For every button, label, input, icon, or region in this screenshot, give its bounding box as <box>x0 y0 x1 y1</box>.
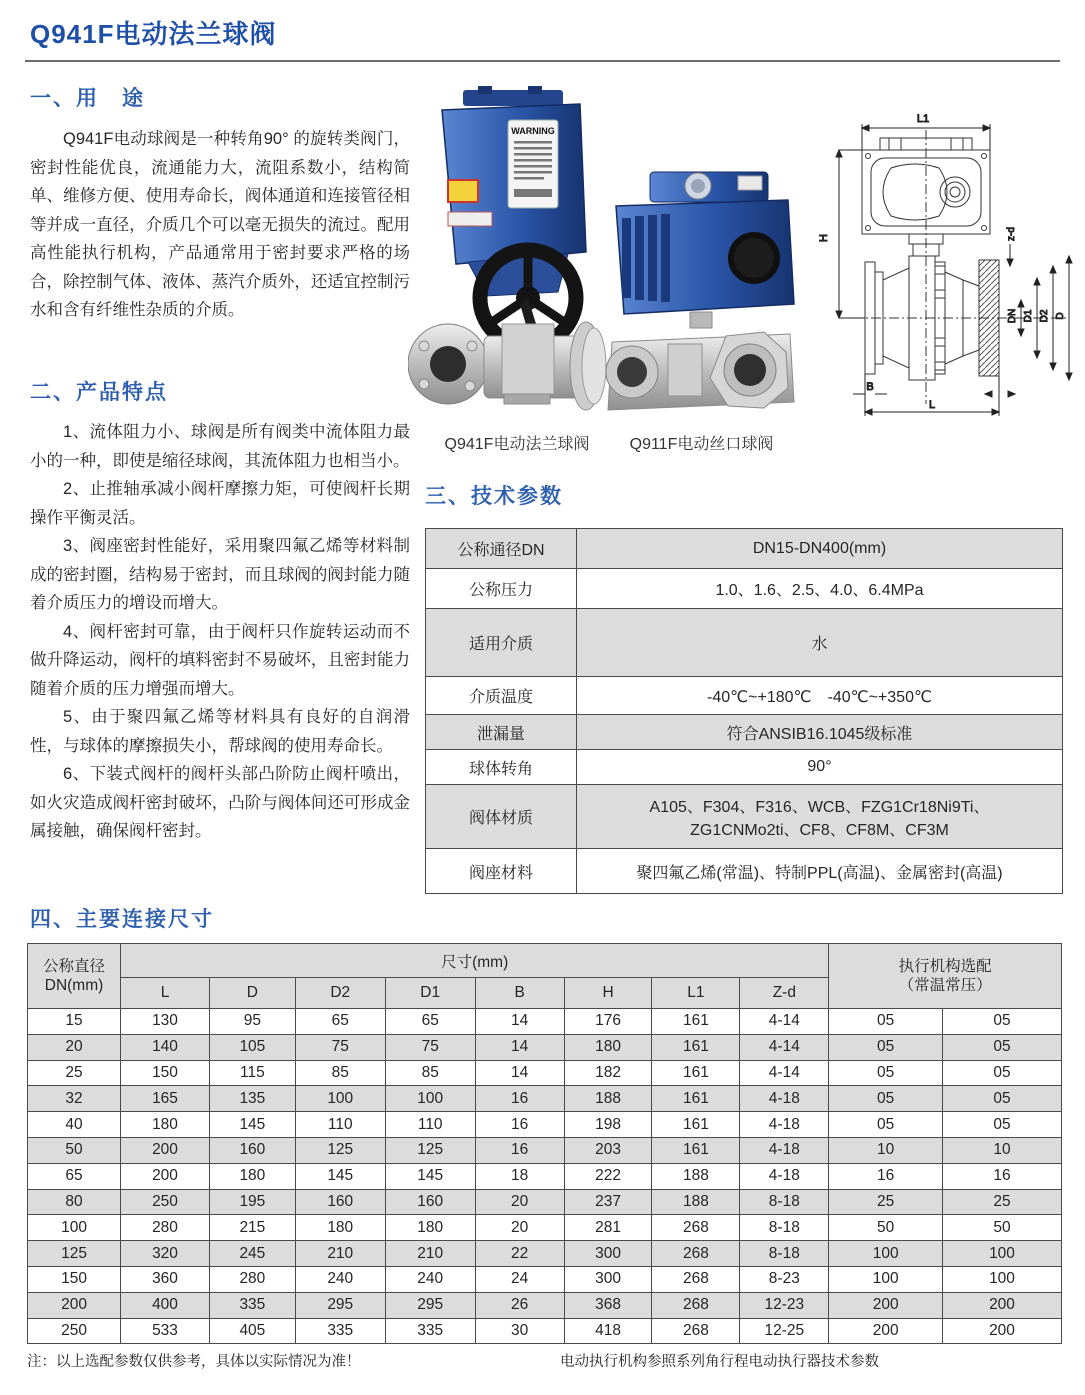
dims-cell: 100 <box>829 1266 943 1292</box>
tech-param-label: 公称通径DN <box>426 529 577 569</box>
dims-cell: 125 <box>295 1137 385 1163</box>
footer-note-left: 注：以上选配参数仅供参考，具体以实际情况为准！ <box>27 1354 361 1370</box>
dims-cell: 12-25 <box>740 1318 829 1344</box>
dims-cell: 125 <box>385 1137 475 1163</box>
product-photo-flanged-valve <box>408 84 626 430</box>
dims-cell: 295 <box>385 1292 475 1318</box>
dims-cell: 180 <box>209 1163 295 1189</box>
dims-cell: 16 <box>943 1163 1062 1189</box>
tech-row <box>426 609 1063 677</box>
dims-cell: 280 <box>209 1266 295 1292</box>
dims-col-header: D2 <box>295 978 385 1009</box>
dims-cell: 130 <box>121 1009 210 1035</box>
dimension-drawing <box>805 104 1083 434</box>
usage-heading: 一、用 途 <box>30 87 145 110</box>
dims-cell: 16 <box>475 1137 564 1163</box>
dims-cell: 22 <box>475 1241 564 1267</box>
tech-param-label: 泄漏量 <box>426 715 577 750</box>
dims-row <box>28 1189 1062 1215</box>
feature-item: 3、阀座密封性能好，采用聚四氟乙烯等材料制成的密封圈，结构易于密封，而且球阀的阀封能力随着介质压力的增设而增大。 <box>30 537 410 612</box>
dim-label-L1: L1 <box>916 113 930 125</box>
nameplate-sticker <box>448 212 492 226</box>
dims-cell: 4-18 <box>740 1086 829 1112</box>
dims-cell: 26 <box>475 1292 564 1318</box>
dims-cell: 8-18 <box>740 1189 829 1215</box>
tech-row <box>426 785 1063 849</box>
tech-heading: 三、技术参数 <box>425 485 563 508</box>
dims-cell: 100 <box>385 1086 475 1112</box>
dims-cell: 240 <box>385 1266 475 1292</box>
dims-cell: 100 <box>943 1266 1062 1292</box>
dims-cell: 95 <box>209 1009 295 1035</box>
dims-cell: 05 <box>829 1034 943 1060</box>
dims-cell: 203 <box>564 1137 652 1163</box>
dims-cell: 135 <box>209 1086 295 1112</box>
dims-cell: 65 <box>385 1009 475 1035</box>
three-way-valve-body <box>606 312 794 410</box>
dims-cell: 250 <box>28 1318 121 1344</box>
features-heading: 二、产品特点 <box>30 381 168 404</box>
tech-param-value: DN15-DN400(mm) <box>577 529 1063 569</box>
feature-item: 5、由于聚四氟乙烯等材料具有良好的自润滑性，与球体的摩擦损失小，帮球阀的使用寿命长。 <box>30 708 410 755</box>
dim-label-D2: D2 <box>1039 309 1050 323</box>
dims-cell: 75 <box>385 1034 475 1060</box>
caption-flanged-valve: Q941F电动法兰球阀 <box>444 436 590 453</box>
dims-cell: 300 <box>564 1266 652 1292</box>
dims-cell: 160 <box>295 1189 385 1215</box>
tech-row <box>426 750 1063 785</box>
tech-param-value: 聚四氟乙烯(常温)、特制PPL(高温)、金属密封(高温) <box>577 849 1063 894</box>
dim-label-H: H <box>818 234 830 242</box>
tech-param-label: 阀座材料 <box>426 849 577 894</box>
feature-item: 6、下装式阀杆的阀杆头部凸阶防止阀杆喷出，如火灾造成阀杆密封破坏，凸阶与阀体间还可形成金属接触，确保阀杆密封。 <box>30 765 410 840</box>
dims-cell: 50 <box>829 1215 943 1241</box>
dims-cell: 32 <box>28 1086 121 1112</box>
dims-cell: 160 <box>385 1189 475 1215</box>
dims-cell: 280 <box>121 1215 210 1241</box>
dims-row <box>28 1009 1062 1035</box>
dims-cell: 281 <box>564 1215 652 1241</box>
dims-cell: 100 <box>295 1086 385 1112</box>
dims-row <box>28 1060 1062 1086</box>
dims-size-group-header: 尺寸(mm) <box>121 944 829 978</box>
dims-cell: 368 <box>564 1292 652 1318</box>
valve-body <box>408 322 606 410</box>
dims-cell: 65 <box>28 1163 121 1189</box>
dims-cell: 85 <box>385 1060 475 1086</box>
dims-cell: 240 <box>295 1266 385 1292</box>
dims-cell: 05 <box>943 1086 1062 1112</box>
dims-cell: 145 <box>385 1163 475 1189</box>
dims-row <box>28 1318 1062 1344</box>
tech-row <box>426 569 1063 609</box>
dims-cell: 50 <box>943 1215 1062 1241</box>
dims-cell: 180 <box>295 1215 385 1241</box>
tech-row <box>426 715 1063 750</box>
dims-cell: 16 <box>829 1163 943 1189</box>
feature-item: 4、阀杆密封可靠，由于阀杆只作旋转运动而不做升降运动，阀杆的填料密封不易破坏，且密封能力随着介质的压力增强而增大。 <box>30 622 410 698</box>
dims-col-header: H <box>564 978 652 1009</box>
dims-cell: 05 <box>943 1009 1062 1035</box>
dims-cell: 05 <box>829 1112 943 1138</box>
dims-cell: 165 <box>121 1086 210 1112</box>
caution-sticker <box>448 180 478 202</box>
dims-col-header: B <box>475 978 564 1009</box>
dims-cell: 400 <box>121 1292 210 1318</box>
dims-cell: 100 <box>943 1241 1062 1267</box>
tech-param-value: A105、F304、F316、WCB、FZG1Cr18Ni9Ti、ZG1CNMo2ti、CF8、CF8M、CF3M <box>577 785 1063 849</box>
dims-cell: 12-23 <box>740 1292 829 1318</box>
dims-cell: 300 <box>564 1241 652 1267</box>
dims-cell: 05 <box>943 1112 1062 1138</box>
dims-cell: 161 <box>652 1137 740 1163</box>
dims-cell: 4-14 <box>740 1034 829 1060</box>
dims-cell: 188 <box>652 1189 740 1215</box>
dims-row <box>28 1086 1062 1112</box>
dim-label-D: D <box>1055 312 1066 320</box>
dims-cell: 360 <box>121 1266 210 1292</box>
dims-cell: 05 <box>943 1060 1062 1086</box>
tech-row <box>426 677 1063 715</box>
dims-cell: 250 <box>121 1189 210 1215</box>
dims-table <box>27 943 1062 1344</box>
dims-cell: 210 <box>385 1241 475 1267</box>
tech-param-value: -40℃~+180℃ -40℃~+350℃ <box>577 677 1063 715</box>
usage-paragraph: Q941F电动球阀是一种转角90° 的旋转类阀门，密封性能优良，流通能力大，流阻系数小，结构简单、维修方便、使用寿命长，阀体通道和连接管径相等并成一直径，介质几个可以毫无损失的流过。配用高性能执行机构，产品通常用于密封要求严格的场合，除控制气体、液体、蒸汽介质外，还适宜控制污水和含有纤维性杂质的介质。 <box>30 130 410 319</box>
tech-param-label: 公称压力 <box>426 569 577 609</box>
dims-cell: 110 <box>385 1112 475 1138</box>
dims-cell: 145 <box>209 1112 295 1138</box>
dims-actuator-header: 执行机构选配 （常温常压） <box>829 944 1062 1009</box>
dims-cell: 25 <box>28 1060 121 1086</box>
dims-cell: 161 <box>652 1086 740 1112</box>
dims-cell: 20 <box>475 1215 564 1241</box>
dims-cell: 295 <box>295 1292 385 1318</box>
tech-param-value: 符合ANSIB16.1045级标准 <box>577 715 1063 750</box>
dims-cell: 200 <box>943 1318 1062 1344</box>
dims-cell: 30 <box>475 1318 564 1344</box>
dims-cell: 100 <box>28 1215 121 1241</box>
dim-label-D1: D1 <box>1023 309 1034 323</box>
dims-cell: 4-18 <box>740 1137 829 1163</box>
dims-cell: 335 <box>385 1318 475 1344</box>
dims-cell: 65 <box>295 1009 385 1035</box>
dims-cell: 4-18 <box>740 1163 829 1189</box>
dims-cell: 150 <box>121 1060 210 1086</box>
tech-param-label: 阀体材质 <box>426 785 577 849</box>
dims-cell: 05 <box>829 1009 943 1035</box>
dims-cell: 180 <box>121 1112 210 1138</box>
dims-cell: 268 <box>652 1266 740 1292</box>
dims-cell: 110 <box>295 1112 385 1138</box>
dims-cell: 75 <box>295 1034 385 1060</box>
dims-col-header: L <box>121 978 210 1009</box>
tech-table <box>425 528 1063 894</box>
dims-cell: 533 <box>121 1318 210 1344</box>
dims-row <box>28 1241 1062 1267</box>
tech-param-value: 1.0、1.6、2.5、4.0、6.4MPa <box>577 569 1063 609</box>
dims-cell: 4-14 <box>740 1009 829 1035</box>
dims-row <box>28 1112 1062 1138</box>
dims-cell: 237 <box>564 1189 652 1215</box>
dims-dn-header: 公称直径 DN(mm) <box>28 944 121 1009</box>
dims-cell: 105 <box>209 1034 295 1060</box>
dims-cell: 335 <box>295 1318 385 1344</box>
dims-cell: 335 <box>209 1292 295 1318</box>
dims-cell: 16 <box>475 1112 564 1138</box>
dims-cell: 115 <box>209 1060 295 1086</box>
dims-cell: 18 <box>475 1163 564 1189</box>
footer-note-right: 电动执行机构参照系列角行程电动执行器技术参数 <box>560 1354 879 1370</box>
dims-cell: 405 <box>209 1318 295 1344</box>
dims-row <box>28 1163 1062 1189</box>
dim-label-B: B <box>866 381 874 393</box>
dims-cell: 25 <box>829 1189 943 1215</box>
dims-cell: 8-18 <box>740 1241 829 1267</box>
dims-cell: 8-18 <box>740 1215 829 1241</box>
dims-cell: 418 <box>564 1318 652 1344</box>
dims-cell: 161 <box>652 1112 740 1138</box>
dims-cell: 4-14 <box>740 1060 829 1086</box>
dims-cell: 80 <box>28 1189 121 1215</box>
title-divider <box>25 60 1060 62</box>
dims-cell: 268 <box>652 1215 740 1241</box>
dims-cell: 05 <box>829 1086 943 1112</box>
feature-item: 1、流体阻力小、球阀是所有阀类中流体阻力最小的一种，即使是缩径球阀，其流体阻力也相当小。 <box>30 423 410 470</box>
dims-col-header: L1 <box>652 978 740 1009</box>
dims-row <box>28 1266 1062 1292</box>
tech-param-label: 介质温度 <box>426 677 577 715</box>
dims-cell: 200 <box>121 1137 210 1163</box>
dims-cell: 14 <box>475 1009 564 1035</box>
dims-cell: 150 <box>28 1266 121 1292</box>
dims-cell: 14 <box>475 1034 564 1060</box>
dims-cell: 161 <box>652 1009 740 1035</box>
features-list <box>30 418 410 846</box>
product-photo-threaded-valve <box>598 166 805 430</box>
tech-param-label: 适用介质 <box>426 609 577 677</box>
tech-row <box>426 529 1063 569</box>
dims-cell: 40 <box>28 1112 121 1138</box>
dims-cell: 14 <box>475 1060 564 1086</box>
dims-cell: 245 <box>209 1241 295 1267</box>
dims-cell: 195 <box>209 1189 295 1215</box>
dims-cell: 4-18 <box>740 1112 829 1138</box>
dims-cell: 188 <box>564 1086 652 1112</box>
dims-cell: 125 <box>28 1241 121 1267</box>
feature-item: 2、止推轴承减小阀杆摩擦力矩，可使阀杆长期操作平衡灵活。 <box>30 480 410 527</box>
dims-cell: 20 <box>28 1034 121 1060</box>
dims-cell: 24 <box>475 1266 564 1292</box>
dim-label-L: L <box>928 399 936 411</box>
dims-cell: 176 <box>564 1009 652 1035</box>
dims-cell: 145 <box>295 1163 385 1189</box>
dims-col-header: D <box>209 978 295 1009</box>
dims-cell: 16 <box>475 1086 564 1112</box>
tech-param-value: 水 <box>577 609 1063 677</box>
dims-row <box>28 1137 1062 1163</box>
page-title: Q941F电动法兰球阀 <box>30 19 277 49</box>
dims-cell: 180 <box>564 1034 652 1060</box>
dims-cell: 10 <box>829 1137 943 1163</box>
dim-label-DN: DN <box>1007 308 1018 324</box>
dims-row <box>28 1292 1062 1318</box>
caption-threaded-valve: Q911F电动丝口球阀 <box>629 436 774 453</box>
dims-cell: 200 <box>829 1318 943 1344</box>
tech-row <box>426 849 1063 894</box>
dims-cell: 160 <box>209 1137 295 1163</box>
dims-cell: 05 <box>829 1060 943 1086</box>
dims-cell: 05 <box>943 1034 1062 1060</box>
dims-cell: 182 <box>564 1060 652 1086</box>
dims-cell: 200 <box>943 1292 1062 1318</box>
dims-cell: 198 <box>564 1112 652 1138</box>
dims-cell: 200 <box>28 1292 121 1318</box>
dims-col-header: Z-d <box>740 978 829 1009</box>
dims-cell: 161 <box>652 1060 740 1086</box>
dims-cell: 215 <box>209 1215 295 1241</box>
dims-cell: 50 <box>28 1137 121 1163</box>
dims-heading: 四、主要连接尺寸 <box>30 908 214 931</box>
dims-cell: 161 <box>652 1034 740 1060</box>
dims-cell: 320 <box>121 1241 210 1267</box>
dims-col-header: D1 <box>385 978 475 1009</box>
dims-cell: 200 <box>121 1163 210 1189</box>
dims-cell: 188 <box>652 1163 740 1189</box>
dims-row <box>28 1215 1062 1241</box>
dims-cell: 180 <box>385 1215 475 1241</box>
dims-cell: 222 <box>564 1163 652 1189</box>
tech-param-label: 球体转角 <box>426 750 577 785</box>
dims-cell: 25 <box>943 1189 1062 1215</box>
dims-cell: 268 <box>652 1241 740 1267</box>
warning-label-text: WARNING <box>511 126 555 136</box>
dim-label-zd: z-d <box>1006 227 1017 241</box>
dims-cell: 268 <box>652 1292 740 1318</box>
dims-cell: 210 <box>295 1241 385 1267</box>
tech-param-value: 90° <box>577 750 1063 785</box>
dims-cell: 15 <box>28 1009 121 1035</box>
dims-cell: 85 <box>295 1060 385 1086</box>
dims-cell: 140 <box>121 1034 210 1060</box>
dims-cell: 100 <box>829 1241 943 1267</box>
dims-cell: 20 <box>475 1189 564 1215</box>
dims-row <box>28 1034 1062 1060</box>
dims-cell: 8-23 <box>740 1266 829 1292</box>
dims-cell: 268 <box>652 1318 740 1344</box>
dims-cell: 200 <box>829 1292 943 1318</box>
dims-cell: 10 <box>943 1137 1062 1163</box>
